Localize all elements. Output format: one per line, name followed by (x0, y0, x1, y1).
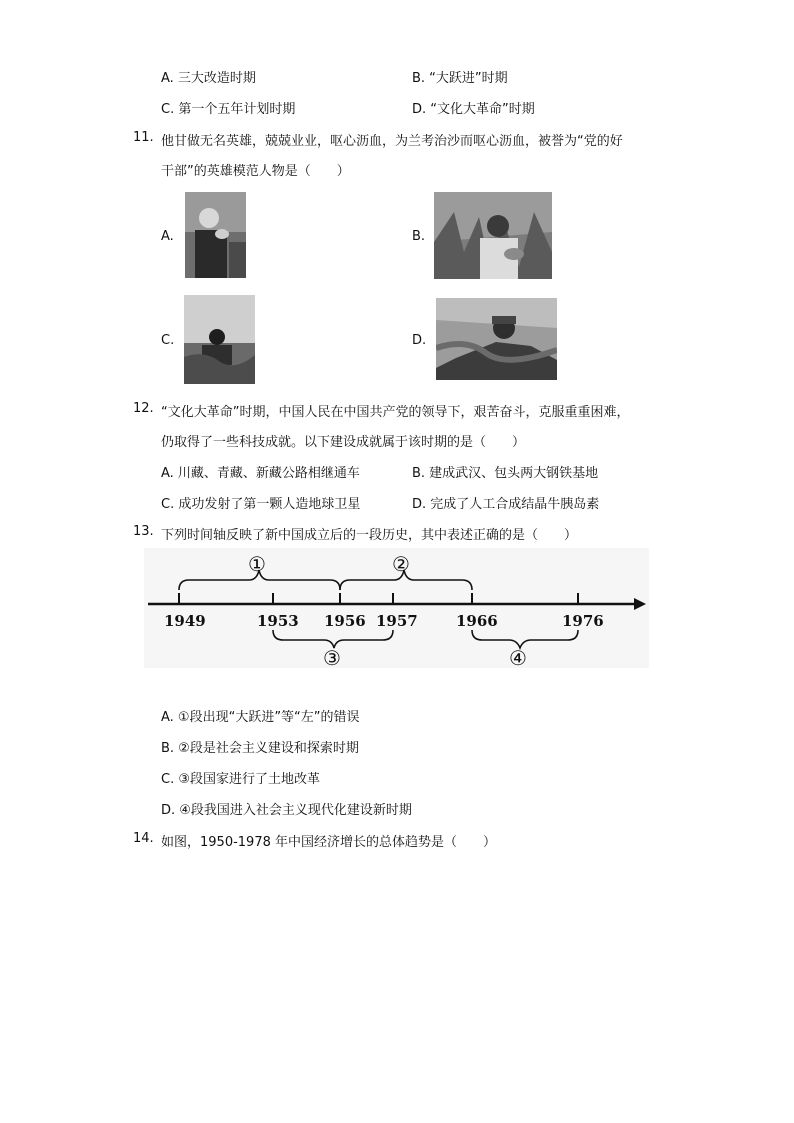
year-label-1949: 1949 (164, 612, 206, 630)
q11-option-c-label: C. (161, 333, 175, 348)
q14-number: 14. (133, 831, 154, 846)
q13-option-a: A. ①段出现“大跃进”等“左”的错误 (161, 710, 360, 725)
q13-option-c: C. ③段国家进行了土地改革 (161, 772, 320, 787)
segment-label-2: ② (392, 552, 410, 576)
q13-stem: 下列时间轴反映了新中国成立后的一段历史，其中表述正确的是（ ） (161, 528, 578, 543)
segment-label-4: ④ (509, 646, 527, 668)
q11-number: 11. (133, 130, 154, 145)
q13-timeline (144, 548, 649, 668)
q11-photo-c (184, 295, 255, 384)
q11-stem-line2: 干部”的英雄模范人物是（ ） (161, 164, 350, 179)
year-label-1956: 1956 (324, 612, 366, 630)
q13-number: 13. (133, 524, 154, 539)
q10-option-b: B. “大跃进”时期 (412, 71, 508, 86)
q10-option-a: A. 三大改造时期 (161, 71, 256, 86)
q13-option-b: B. ②段是社会主义建设和探索时期 (161, 741, 359, 756)
q11-option-d-label: D. (412, 333, 427, 348)
q11-photo-a (185, 192, 246, 278)
q12-option-d: D. 完成了人工合成结晶牛胰岛素 (412, 497, 600, 512)
q12-option-c: C. 成功发射了第一颗人造地球卫星 (161, 497, 361, 512)
q12-option-a: A. 川藏、青藏、新藏公路相继通车 (161, 466, 360, 481)
q12-stem-line2: 仍取得了一些科技成就。以下建设成就属于该时期的是（ ） (161, 435, 526, 450)
q13-option-d: D. ④段我国进入社会主义现代化建设新时期 (161, 803, 412, 818)
q12-stem-line1: “文化大革命”时期，中国人民在中国共产党的领导下，艰苦奋斗，克服重重困难， (161, 405, 630, 420)
segment-label-3: ③ (323, 646, 341, 668)
q11-photo-b (434, 192, 552, 279)
q12-option-b: B. 建成武汉、包头两大钢铁基地 (412, 466, 599, 481)
year-label-1953: 1953 (257, 612, 299, 630)
year-label-1966: 1966 (456, 612, 498, 630)
q11-option-b-label: B. (412, 229, 426, 244)
year-label-1957: 1957 (376, 612, 418, 630)
segment-label-1: ① (248, 552, 266, 576)
q11-option-a-label: A. (161, 229, 174, 244)
year-label-1976: 1976 (562, 612, 604, 630)
q10-option-d: D. “文化大革命”时期 (412, 102, 535, 117)
q11-photo-d (436, 298, 557, 380)
q14-stem: 如图，1950-1978 年中国经济增长的总体趋势是（ ） (161, 835, 496, 850)
q12-number: 12. (133, 401, 154, 416)
q11-stem-line1: 他甘做无名英雄，兢兢业业，呕心沥血，为兰考治沙而呕心沥血，被誉为“党的好 (161, 134, 623, 149)
q10-option-c: C. 第一个五年计划时期 (161, 102, 296, 117)
timeline-arrow (634, 598, 646, 610)
